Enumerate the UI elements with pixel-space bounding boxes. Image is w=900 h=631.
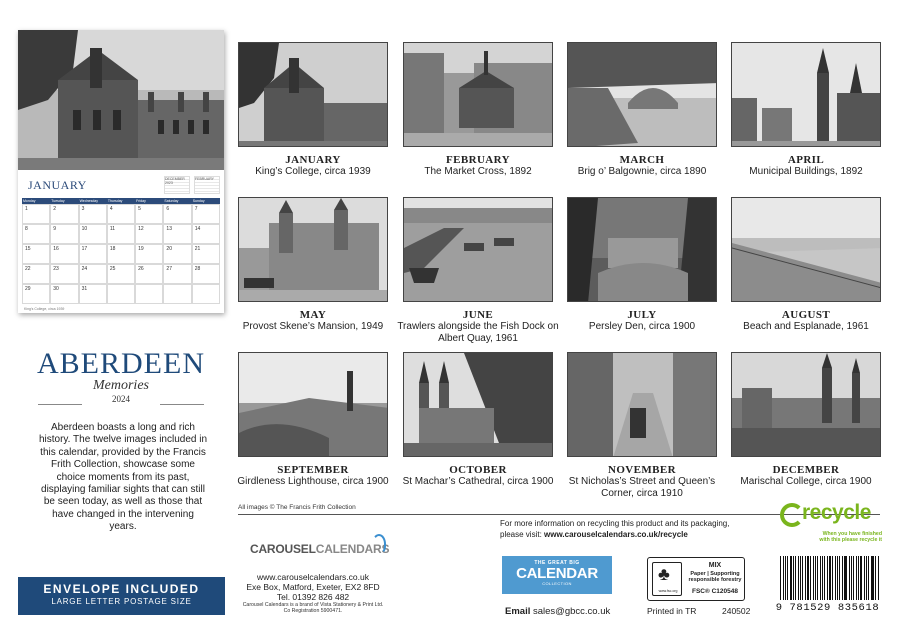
recycle-info-line2 (500, 529, 760, 540)
kings-college-photo (18, 30, 224, 170)
publisher-info (238, 572, 388, 614)
barcode-bar (871, 556, 872, 600)
barcode-bar (851, 556, 852, 600)
month-name: APRIL (787, 154, 825, 166)
month-photo-caption: Brig o’ Balgownie, circa 1890 (577, 166, 707, 177)
calendar-day: 26 (135, 264, 163, 284)
brand-rule-left (38, 404, 82, 405)
calendar-day: 30 (50, 284, 78, 304)
month-caption (393, 464, 563, 488)
calendar-month-strip (18, 172, 224, 198)
publisher-small-2: Co Registration 5900471. (283, 608, 343, 614)
calendar-day: 7 (192, 204, 220, 224)
barcode-number: 9 781529 835618 (775, 602, 880, 614)
email-address[interactable]: sales@gbcc.co.uk (533, 606, 611, 617)
photo-lighthouse-image (239, 353, 388, 457)
barcode-bar (853, 556, 854, 600)
barcode-bar (860, 556, 862, 600)
publisher-url[interactable]: www.carouselcalendars.co.uk (257, 572, 369, 582)
photo-college-image (239, 43, 388, 147)
fsc-mix: MIX (708, 562, 722, 569)
recycle-url[interactable]: www.carouselcalendars.co.uk/recycle (544, 530, 688, 539)
brand-block (18, 348, 224, 404)
barcode-bar (844, 556, 845, 600)
barcode-bar (785, 556, 786, 600)
month-photo-caption: Provost Skene’s Mansion, 1949 (242, 321, 384, 332)
publisher-tel: Tel. 01392 826 482 (276, 592, 350, 602)
fsc-code: FSC® C120548 (692, 588, 738, 595)
calendar-day: 10 (79, 224, 107, 244)
photo-mansion (238, 197, 388, 302)
barcode-bar (822, 556, 823, 600)
barcode-bar (817, 556, 818, 600)
calendar-preview (18, 30, 224, 313)
recycle-note (810, 531, 882, 543)
calendar-day: 28 (192, 264, 220, 284)
barcode-bar (839, 556, 840, 600)
barcode-bar (790, 556, 792, 600)
barcode-bar (875, 556, 876, 600)
recycle-note-2: with this please recycle it (819, 537, 882, 543)
calendar-weekday: Tuesday (50, 198, 78, 204)
brand-title: ABERDEEN (37, 347, 205, 380)
month-name: JANUARY (285, 154, 341, 166)
barcode-bar (780, 556, 781, 600)
calendar-day: 15 (22, 244, 50, 264)
month-name: OCTOBER (449, 464, 507, 476)
calendar-day: 22 (22, 264, 50, 284)
barcode-bar (800, 556, 801, 600)
photo-cathedral-image (404, 353, 553, 457)
fsc-paper-1: Paper | Supporting (690, 571, 740, 577)
barcode-bar (802, 556, 803, 600)
month-name: AUGUST (781, 309, 831, 321)
calendar-day: 6 (163, 204, 191, 224)
month-name: SEPTEMBER (277, 464, 349, 476)
barcode-bar (810, 556, 811, 600)
photo-harbour-image (404, 198, 553, 302)
month-name: DECEMBER (772, 464, 840, 476)
calendar-day (192, 284, 220, 304)
month-caption (721, 464, 891, 488)
month-photo-caption: The Market Cross, 1892 (424, 166, 532, 177)
recycle-note-1: When you have finished (822, 531, 882, 537)
barcode-bar (807, 556, 809, 600)
barcode-bar (842, 556, 843, 600)
photo-woods (567, 197, 717, 302)
barcode-bar (837, 556, 838, 600)
photo-woods-image (568, 198, 717, 302)
photo-spire-image (732, 43, 881, 147)
calendar-day: 14 (192, 224, 220, 244)
fsc-url: www.fsc.org (658, 589, 678, 593)
month-caption (393, 154, 563, 178)
month-photo-caption: Municipal Buildings, 1892 (749, 166, 863, 177)
calendar-day: 21 (192, 244, 220, 264)
month-caption (393, 309, 563, 344)
mini-month-next: FEBRUARY (194, 176, 220, 194)
calendar-day: 24 (79, 264, 107, 284)
barcode-bar (872, 556, 873, 600)
calendar-day: 3 (79, 204, 107, 224)
barcode-bar (793, 556, 794, 600)
publisher-small-1: Carousel Calendars is a brand of Vista Stationery & Print Ltd. (242, 602, 384, 608)
calendar-day: 13 (163, 224, 191, 244)
blurb-text: Aberdeen boasts a long and rich history. The twelve images included in this calendar, provided by the Francis Frith Collection, showcase some choice moments from its past, displaying familiar sights that can still be seen today, as well as those that have changed in the intervening years. (38, 422, 208, 533)
printed-in: Printed in TR (647, 606, 697, 616)
fsc-tree-glyph: ♣ (658, 564, 670, 584)
photo-beach (731, 197, 881, 302)
barcode-bar (798, 556, 799, 600)
calendar-day: 11 (107, 224, 135, 244)
calendar-day: 1 (22, 204, 50, 224)
month-caption (228, 154, 398, 178)
barcode-bar (827, 556, 828, 600)
month-name: NOVEMBER (608, 464, 676, 476)
recycle-info (500, 518, 760, 540)
calendar-weekday: Sunday (192, 198, 220, 204)
calendar-day (135, 284, 163, 304)
month-caption (721, 154, 891, 178)
barcode-bar (849, 556, 850, 600)
email-line (505, 606, 610, 617)
photo-street-image (404, 43, 553, 147)
carousel-logo (250, 542, 389, 556)
calendar-day: 18 (107, 244, 135, 264)
barcode-bar (868, 556, 869, 600)
month-name: MAY (299, 309, 327, 321)
recycle-info-prefix: please visit: (500, 530, 545, 539)
barcode-bar (805, 556, 806, 600)
envelope-sub: LARGE LETTER POSTAGE SIZE (51, 597, 192, 606)
mini-months (164, 176, 220, 194)
email-label: Email (505, 606, 531, 617)
calendar-day: 31 (79, 284, 107, 304)
great-big-calendar-logo (502, 556, 612, 594)
brand-year: 2024 (112, 394, 130, 404)
month-name: JULY (627, 309, 657, 321)
calendar-day: 17 (79, 244, 107, 264)
month-name: JUNE (462, 309, 494, 321)
month-photo-caption: St Nicholas’s Street and Queen’s Corner, circa 1910 (568, 476, 716, 499)
calendar-day: 4 (107, 204, 135, 224)
month-photo-caption: St Machar’s Cathedral, circa 1900 (402, 476, 554, 487)
barcode-bar (835, 556, 836, 600)
barcode-bar (787, 556, 788, 600)
fsc-tree-icon (652, 562, 682, 596)
calendar-photo (18, 30, 224, 170)
photo-tram (567, 352, 717, 457)
month-caption (721, 309, 891, 333)
barcode-bar (795, 556, 796, 600)
barcode-bar (858, 556, 859, 600)
barcode-bar (820, 556, 821, 600)
image-credit: All images © The Francis Frith Collection (238, 504, 356, 511)
brand-subtitle: Memories (93, 378, 149, 393)
carousel-logo-accent: CALENDARS (315, 542, 390, 556)
recycle-info-line1: For more information on recycling this product and its packaging, (500, 519, 730, 528)
photo-beach-image (732, 198, 881, 302)
barcode-bar (878, 556, 879, 600)
barcode-bar (813, 556, 814, 600)
calendar-weekday: Thursday (107, 198, 135, 204)
carousel-swirl-icon (372, 534, 386, 554)
calendar-weekday: Monday (22, 198, 50, 204)
bigcal-sub: COLLECTION (542, 581, 572, 586)
barcode-bar (866, 556, 867, 600)
month-caption (557, 309, 727, 333)
barcode-bar (815, 556, 816, 600)
fsc-paper-2: responsible forestry (688, 577, 742, 584)
barcode-bar (829, 556, 831, 600)
photo-harbour (403, 197, 553, 302)
calendar-day: 27 (163, 264, 191, 284)
fsc-label (647, 557, 745, 601)
month-name: MARCH (619, 154, 665, 166)
month-caption (228, 464, 398, 488)
calendar-day: 2 (50, 204, 78, 224)
brand-rule-right (160, 404, 204, 405)
month-photo-caption: Marischal College, circa 1900 (740, 476, 872, 487)
carousel-logo-main: CAROUSEL (250, 542, 316, 556)
month-photo-caption: Beach and Esplanade, 1961 (743, 321, 869, 332)
photo-tram-image (568, 353, 717, 457)
fsc-paper (686, 571, 744, 583)
calendar-day: 16 (50, 244, 78, 264)
photo-street (403, 42, 553, 147)
photo-college (238, 42, 388, 147)
barcode-bar (845, 556, 846, 600)
photo-cathedral (403, 352, 553, 457)
photo-mansion-image (239, 198, 388, 302)
barcode-icon (780, 556, 880, 600)
calendar-day: 29 (22, 284, 50, 304)
photo-bridge-image (568, 43, 717, 147)
month-caption (557, 154, 727, 178)
product-code: 240502 (722, 606, 751, 616)
calendar-grid (22, 198, 220, 304)
calendar-caption: King's College, circa 1939 (24, 307, 65, 311)
calendar-day (163, 284, 191, 304)
recycle-arrow-icon (780, 503, 804, 527)
calendar-day: 5 (135, 204, 163, 224)
barcode-bar (783, 556, 784, 600)
month-photo-caption: Persley Den, circa 1900 (588, 321, 696, 332)
photo-skyline-image (732, 353, 881, 457)
photo-lighthouse (238, 352, 388, 457)
barcode-bar (824, 556, 825, 600)
calendar-weekday: Saturday (163, 198, 191, 204)
photo-bridge (567, 42, 717, 147)
calendar-day: 19 (135, 244, 163, 264)
month-name: FEBRUARY (446, 154, 510, 166)
recycle-word: recycle (802, 501, 871, 524)
mini-month-prev: DECEMBER 2023 (164, 176, 190, 194)
calendar-day: 25 (107, 264, 135, 284)
calendar-weekday: Friday (135, 198, 163, 204)
envelope-banner (18, 577, 225, 615)
month-photo-caption: Girdleness Lighthouse, circa 1900 (237, 476, 389, 487)
barcode-bar (864, 556, 865, 600)
calendar-day: 23 (50, 264, 78, 284)
month-caption (557, 464, 727, 499)
bigcal-top: THE GREAT BIG (534, 560, 580, 566)
photo-spire (731, 42, 881, 147)
barcode-bar (832, 556, 833, 600)
photo-skyline (731, 352, 881, 457)
calendar-day: 9 (50, 224, 78, 244)
barcode-bar (856, 556, 857, 600)
envelope-main: ENVELOPE INCLUDED (43, 582, 200, 596)
calendar-month-label: JANUARY (28, 178, 87, 192)
month-photo-caption: Trawlers alongside the Fish Dock on Albert Quay, 1961 (397, 321, 559, 344)
bigcal-main: CALENDAR (516, 565, 598, 582)
calendar-weekday: Wednesday (79, 198, 107, 204)
calendar-day (107, 284, 135, 304)
calendar-day: 8 (22, 224, 50, 244)
calendar-day: 20 (163, 244, 191, 264)
calendar-day: 12 (135, 224, 163, 244)
month-caption (228, 309, 398, 333)
month-photo-caption: King’s College, circa 1939 (255, 166, 371, 177)
publisher-address: Exe Box, Matford, Exeter, EX2 8FD (246, 582, 380, 592)
